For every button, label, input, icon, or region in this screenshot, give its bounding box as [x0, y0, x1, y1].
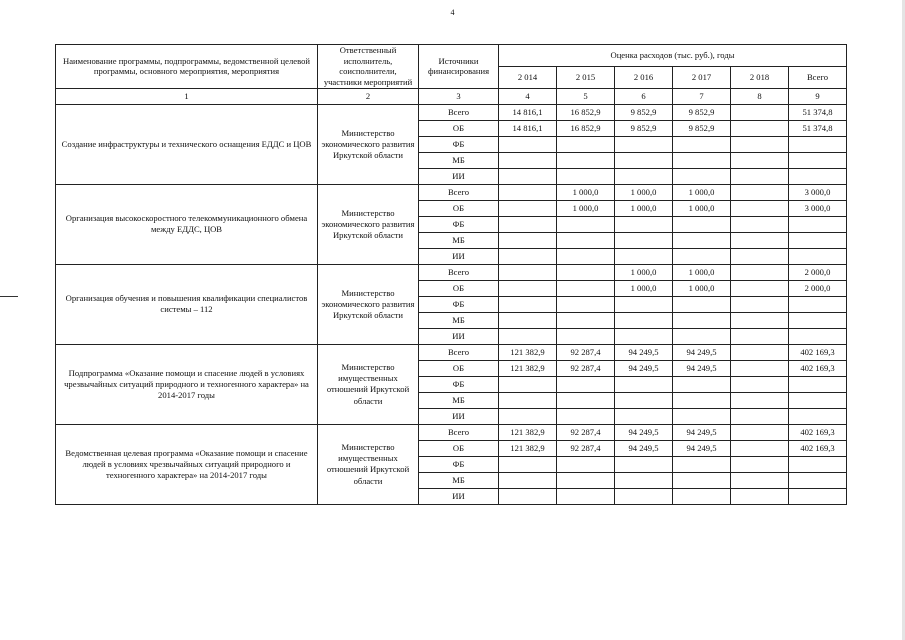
year-value: 121 382,9	[499, 440, 557, 456]
year-value	[499, 280, 557, 296]
year-value	[731, 200, 789, 216]
year-value	[499, 312, 557, 328]
funding-source: ИИ	[419, 168, 499, 184]
year-value	[499, 472, 557, 488]
funding-source: МБ	[419, 472, 499, 488]
year-value: 94 249,5	[615, 344, 673, 360]
total-value	[789, 296, 847, 312]
year-value: 121 382,9	[499, 360, 557, 376]
year-value: 94 249,5	[615, 360, 673, 376]
year-value	[615, 376, 673, 392]
year-value	[557, 264, 615, 280]
year-value	[731, 472, 789, 488]
year-value	[673, 328, 731, 344]
year-value	[673, 408, 731, 424]
total-value: 402 169,3	[789, 424, 847, 440]
year-value: 14 816,1	[499, 120, 557, 136]
total-value	[789, 152, 847, 168]
total-value	[789, 248, 847, 264]
year-value: 121 382,9	[499, 424, 557, 440]
year-value: 1 000,0	[673, 280, 731, 296]
total-value: 3 000,0	[789, 184, 847, 200]
total-value	[789, 472, 847, 488]
total-value	[789, 376, 847, 392]
year-value	[499, 488, 557, 504]
year-value	[731, 184, 789, 200]
year-value	[731, 136, 789, 152]
year-value	[615, 248, 673, 264]
year-value: 92 287,4	[557, 424, 615, 440]
year-value	[499, 392, 557, 408]
funding-source: ИИ	[419, 488, 499, 504]
page-number: 4	[450, 8, 455, 17]
column-number: 8	[731, 88, 789, 104]
table-body	[56, 104, 847, 504]
year-value	[731, 248, 789, 264]
funding-source: Всего	[419, 424, 499, 440]
year-value	[615, 392, 673, 408]
column-number: 9	[789, 88, 847, 104]
funding-source: Всего	[419, 104, 499, 120]
total-value	[789, 456, 847, 472]
year-value	[557, 152, 615, 168]
year-value	[731, 216, 789, 232]
year-value: 92 287,4	[557, 344, 615, 360]
funding-source: ФБ	[419, 296, 499, 312]
year-value	[557, 328, 615, 344]
year-value: 1 000,0	[615, 184, 673, 200]
year-value	[615, 232, 673, 248]
year-value: 14 816,1	[499, 104, 557, 120]
total-value: 402 169,3	[789, 440, 847, 456]
year-value: 9 852,9	[673, 120, 731, 136]
year-value	[557, 312, 615, 328]
column-number: 5	[557, 88, 615, 104]
funding-source: ОБ	[419, 120, 499, 136]
year-value: 16 852,9	[557, 120, 615, 136]
table-row	[56, 424, 847, 440]
year-value	[615, 296, 673, 312]
year-value: 1 000,0	[557, 200, 615, 216]
year-value	[673, 296, 731, 312]
funding-source: ОБ	[419, 280, 499, 296]
year-value: 94 249,5	[673, 440, 731, 456]
total-value	[789, 232, 847, 248]
year-value	[499, 376, 557, 392]
total-value	[789, 328, 847, 344]
total-value: 2 000,0	[789, 280, 847, 296]
column-number: 6	[615, 88, 673, 104]
year-value	[499, 248, 557, 264]
year-value	[731, 104, 789, 120]
year-value	[731, 408, 789, 424]
year-value	[731, 232, 789, 248]
total-value: 402 169,3	[789, 344, 847, 360]
column-number-row	[56, 88, 847, 104]
program-name: Создание инфраструктуры и технического оснащения ЕДДС и ЦОВ	[56, 104, 318, 184]
responsible-executor: Министерство имущественных отношений Иркутской области	[318, 344, 419, 424]
funding-source: Всего	[419, 184, 499, 200]
year-value	[731, 296, 789, 312]
year-value	[731, 264, 789, 280]
year-value	[499, 136, 557, 152]
year-value: 1 000,0	[557, 184, 615, 200]
total-value: 51 374,8	[789, 120, 847, 136]
year-value	[499, 216, 557, 232]
year-value	[557, 232, 615, 248]
year-value	[731, 120, 789, 136]
year-value: 9 852,9	[673, 104, 731, 120]
funding-source: ОБ	[419, 360, 499, 376]
year-value: 9 852,9	[615, 120, 673, 136]
year-value	[499, 264, 557, 280]
year-value: 94 249,5	[615, 424, 673, 440]
header-name: Наименование программы, подпрограммы, ведомственной целевой программы, основного мероприятия, мероприятия	[56, 45, 318, 89]
column-number: 2	[318, 88, 419, 104]
total-value	[789, 216, 847, 232]
year-value: 94 249,5	[673, 424, 731, 440]
year-value	[673, 136, 731, 152]
header-estimate: Оценка расходов (тыс. руб.), годы	[499, 45, 847, 67]
year-value: 1 000,0	[615, 280, 673, 296]
year-value	[557, 472, 615, 488]
year-value: 16 852,9	[557, 104, 615, 120]
total-value: 2 000,0	[789, 264, 847, 280]
year-value: 1 000,0	[615, 200, 673, 216]
year-value	[557, 408, 615, 424]
year-value: 121 382,9	[499, 344, 557, 360]
year-value	[615, 488, 673, 504]
table-row	[56, 264, 847, 280]
year-value	[731, 280, 789, 296]
year-value: 1 000,0	[673, 264, 731, 280]
year-value	[615, 328, 673, 344]
year-value	[499, 184, 557, 200]
program-name: Организация высокоскоростного телекоммуникационного обмена между ЕДДС, ЦОВ	[56, 184, 318, 264]
funding-source: ФБ	[419, 216, 499, 232]
program-name: Подпрограмма «Оказание помощи и спасение людей в условиях чрезвычайных ситуаций природного и техногенного характера» на 2014-2017 годы	[56, 344, 318, 424]
year-value	[673, 152, 731, 168]
year-value	[731, 360, 789, 376]
funding-source: ИИ	[419, 328, 499, 344]
year-value	[673, 216, 731, 232]
header-total: Всего	[789, 66, 847, 88]
total-value	[789, 392, 847, 408]
year-value	[731, 440, 789, 456]
year-value	[557, 168, 615, 184]
year-value	[499, 168, 557, 184]
year-value	[557, 392, 615, 408]
year-value	[499, 456, 557, 472]
year-value: 9 852,9	[615, 104, 673, 120]
funding-source: Всего	[419, 344, 499, 360]
year-value	[615, 312, 673, 328]
year-value	[673, 472, 731, 488]
funding-source: ФБ	[419, 376, 499, 392]
year-value	[557, 216, 615, 232]
column-number: 7	[673, 88, 731, 104]
year-value	[557, 456, 615, 472]
year-value	[731, 456, 789, 472]
year-value	[731, 488, 789, 504]
year-value	[615, 136, 673, 152]
year-value: 92 287,4	[557, 360, 615, 376]
table-row	[56, 104, 847, 120]
funding-source: Всего	[419, 264, 499, 280]
year-value	[615, 408, 673, 424]
year-value	[731, 376, 789, 392]
year-value: 94 249,5	[673, 344, 731, 360]
year-value	[499, 152, 557, 168]
funding-source: ФБ	[419, 456, 499, 472]
year-value	[615, 152, 673, 168]
year-value	[615, 168, 673, 184]
responsible-executor: Министерство имущественных отношений Иркутской области	[318, 424, 419, 504]
program-name: Организация обучения и повышения квалификации специалистов системы – 112	[56, 264, 318, 344]
responsible-executor: Министерство экономического развития Иркутской области	[318, 264, 419, 344]
year-value	[615, 216, 673, 232]
year-value	[731, 344, 789, 360]
responsible-executor: Министерство экономического развития Иркутской области	[318, 184, 419, 264]
table-row	[56, 184, 847, 200]
year-value	[499, 328, 557, 344]
total-value: 51 374,8	[789, 104, 847, 120]
funding-source: МБ	[419, 312, 499, 328]
year-value	[557, 280, 615, 296]
year-value	[673, 232, 731, 248]
column-number: 1	[56, 88, 318, 104]
year-value	[557, 376, 615, 392]
header-responsible: Ответственный исполнитель, соисполнители, участники мероприятий	[318, 45, 419, 89]
year-value	[499, 232, 557, 248]
program-name: Ведомственная целевая программа «Оказание помощи и спасение людей в условиях чрезвычайных ситуаций природного и техногенного характера» на 2014-2017 годы	[56, 424, 318, 504]
year-value: 1 000,0	[615, 264, 673, 280]
year-value	[731, 424, 789, 440]
year-value	[673, 376, 731, 392]
margin-mark	[0, 296, 18, 297]
year-value	[673, 392, 731, 408]
year-value	[499, 296, 557, 312]
header-year: 2 016	[615, 66, 673, 88]
table-header	[56, 45, 847, 105]
funding-source: МБ	[419, 392, 499, 408]
table-row	[56, 344, 847, 360]
funding-source: ИИ	[419, 408, 499, 424]
header-year: 2 015	[557, 66, 615, 88]
total-value: 3 000,0	[789, 200, 847, 216]
funding-source: ОБ	[419, 200, 499, 216]
header-year: 2 017	[673, 66, 731, 88]
year-value	[499, 408, 557, 424]
year-value	[731, 168, 789, 184]
total-value	[789, 408, 847, 424]
budget-table	[55, 44, 847, 505]
responsible-executor: Министерство экономического развития Иркутской области	[318, 104, 419, 184]
year-value	[615, 472, 673, 488]
header-year: 2 018	[731, 66, 789, 88]
year-value	[731, 392, 789, 408]
year-value: 1 000,0	[673, 184, 731, 200]
funding-source: МБ	[419, 232, 499, 248]
funding-source: ФБ	[419, 136, 499, 152]
year-value	[673, 488, 731, 504]
funding-source: ОБ	[419, 440, 499, 456]
funding-source: МБ	[419, 152, 499, 168]
year-value: 1 000,0	[673, 200, 731, 216]
year-value: 92 287,4	[557, 440, 615, 456]
total-value	[789, 136, 847, 152]
total-value	[789, 168, 847, 184]
year-value	[557, 488, 615, 504]
total-value: 402 169,3	[789, 360, 847, 376]
year-value	[731, 312, 789, 328]
total-value	[789, 312, 847, 328]
year-value	[557, 296, 615, 312]
year-value: 94 249,5	[615, 440, 673, 456]
year-value	[673, 248, 731, 264]
header-source: Источники финансирования	[419, 45, 499, 89]
year-value	[557, 136, 615, 152]
year-value	[615, 456, 673, 472]
column-number: 4	[499, 88, 557, 104]
header-year: 2 014	[499, 66, 557, 88]
year-value	[673, 312, 731, 328]
year-value	[731, 328, 789, 344]
total-value	[789, 488, 847, 504]
year-value	[673, 456, 731, 472]
year-value	[557, 248, 615, 264]
column-number: 3	[419, 88, 499, 104]
year-value	[499, 200, 557, 216]
funding-source: ИИ	[419, 248, 499, 264]
year-value: 94 249,5	[673, 360, 731, 376]
year-value	[731, 152, 789, 168]
year-value	[673, 168, 731, 184]
